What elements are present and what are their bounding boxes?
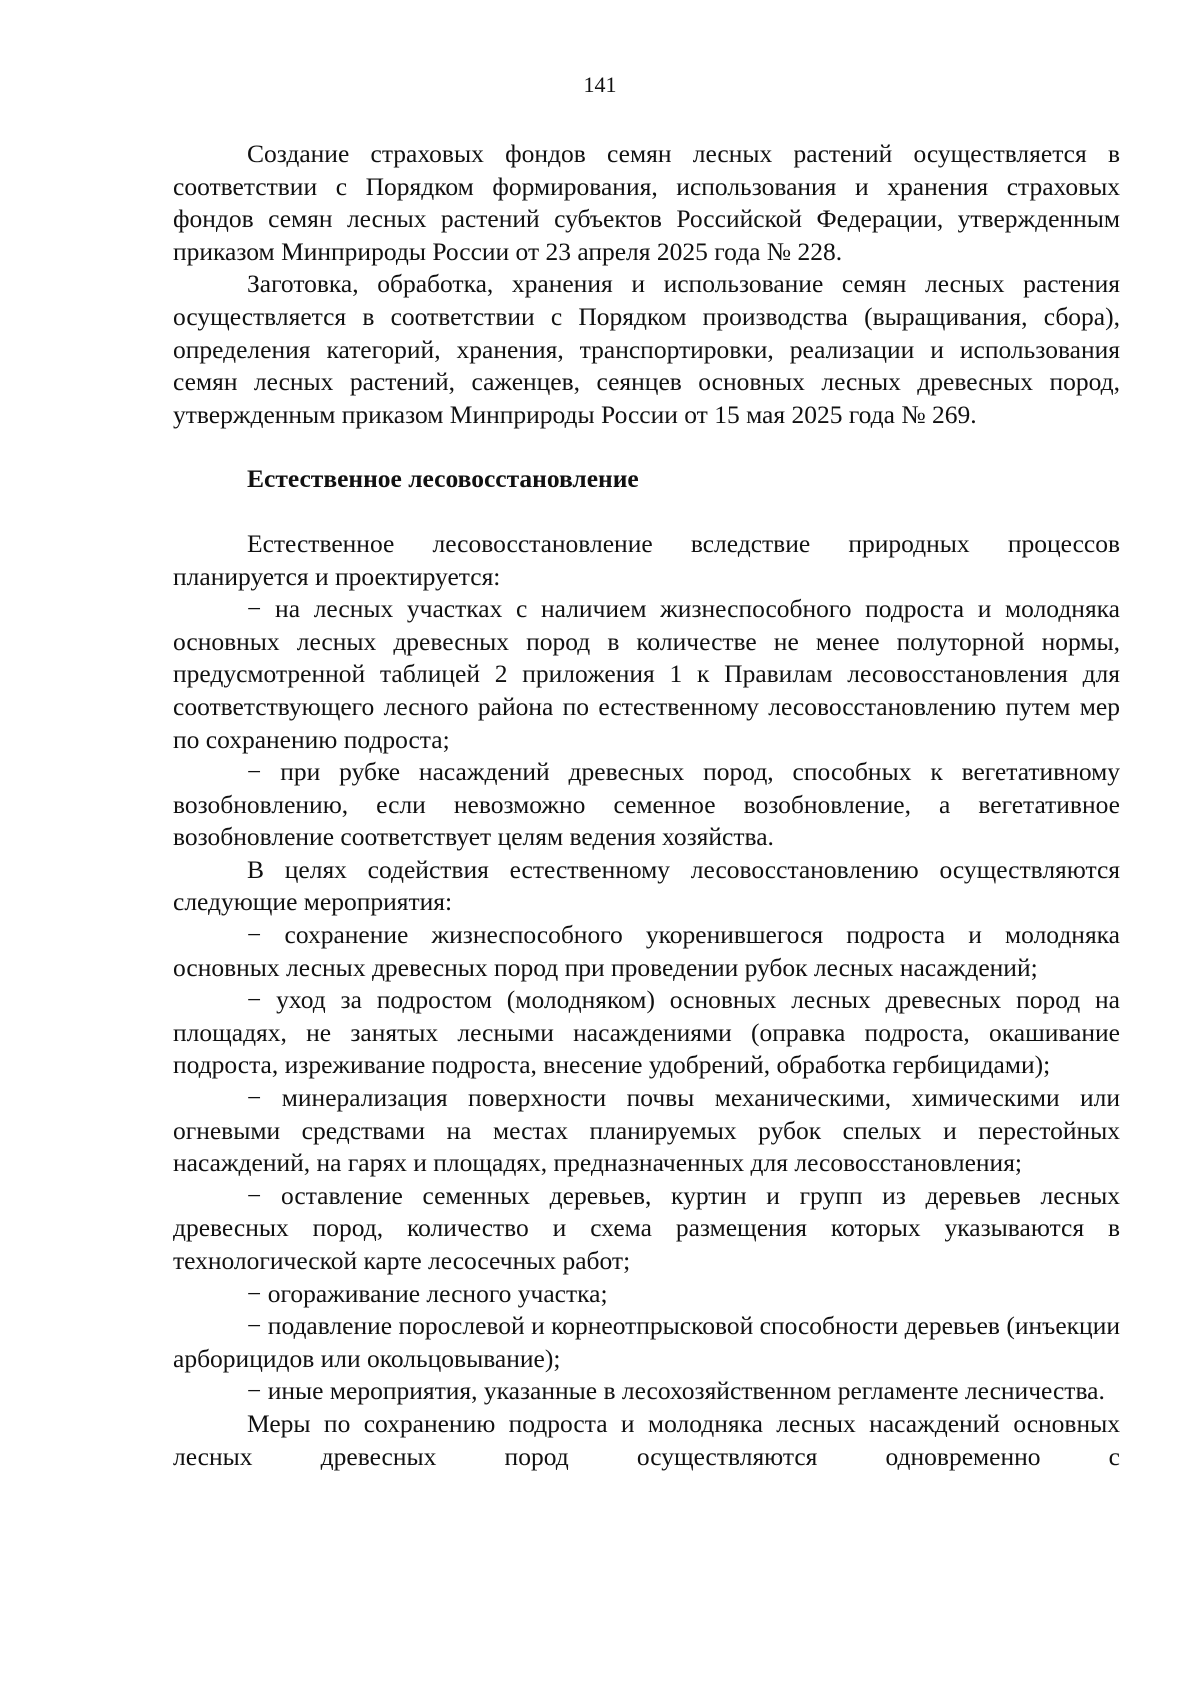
list-item: − огораживание лесного участка;: [247, 1278, 608, 1308]
paragraph-assistance-measures: В целях содействия естественному лесовосстановлению осуществляются следующие мероприятия:: [173, 854, 1120, 917]
paragraph-preservation-measures: Меры по сохранению подроста и молодняка лесных насаждений основных лесных древесных пород осуществляются одновременно с: [173, 1408, 1120, 1471]
list-item: − при рубке насаждений древесных пород, способных к вегетативному возобновлению, если невозможно семенное возобновление, а вегетативное возобновление соответствует целям ведения хозяйства.: [173, 757, 1120, 852]
list-item: − уход за подростом (молодняком) основных лесных древесных пород на площадях, не занятых лесными насаждениями (оправка подроста, окашивание подроста, изреживание подроста, внесение удобрений, обработка гербицидами);: [173, 985, 1120, 1080]
section-heading: Естественное лесовосстановление: [247, 464, 639, 494]
list-item: − оставление семенных деревьев, куртин и групп из деревьев лесных древесных пород, количество и схема размещения которых указываются в технологической карте лесосечных работ;: [173, 1180, 1120, 1275]
list-item: − минерализация поверхности почвы механическими, химическими или огневыми средствами на местах планируемых рубок спелых и перестойных насаждений, на гарях и площадях, предназначенных для лесовосстановления;: [173, 1083, 1120, 1178]
document-body: [173, 138, 1120, 1473]
list-item: − подавление порослевой и корнеотпрысковой способности деревьев (инъекции арборицидов или окольцовывание);: [173, 1311, 1120, 1373]
list-item: − сохранение жизнеспособного укоренившегося подроста и молодняка основных лесных древесных пород при проведении рубок лесных насаждений;: [173, 920, 1120, 982]
page-number: 141: [583, 72, 617, 97]
list-item: − на лесных участках с наличием жизнеспособного подроста и молодняка основных лесных древесных пород в количестве не менее полуторной нормы, предусмотренной таблицей 2 приложения 1 к Правилам лесовосстановления для соответствующего лесного района по естественному лесовосстановлению путем мер по сохранению подроста;: [173, 594, 1120, 754]
paragraph-natural-regeneration: Естественное лесовосстановление вследствие природных процессов планируется и проектируется:: [173, 528, 1120, 591]
paragraph-seed-procurement: Заготовка, обработка, хранения и использование семян лесных растения осуществляется в соответствии с Порядком производства (выращивания, сбора), определения категорий, хранения, транспортировки, реализации и использования семян лесных растений, саженцев, сеянцев основных лесных древесных пород, утвержденным приказом Минприроды России от 15 мая 2025 года № 269.: [173, 269, 1120, 429]
list-item: − иные мероприятия, указанные в лесохозяйственном регламенте лесничества.: [247, 1376, 1105, 1406]
paragraph-insurance-funds: Создание страховых фондов семян лесных растений осуществляется в соответствии с Порядком формирования, использования и хранения страховых фондов семян лесных растений субъектов Российской Федерации, утвержденным приказом Минприроды России от 23 апреля 2025 года № 228.: [173, 139, 1120, 266]
